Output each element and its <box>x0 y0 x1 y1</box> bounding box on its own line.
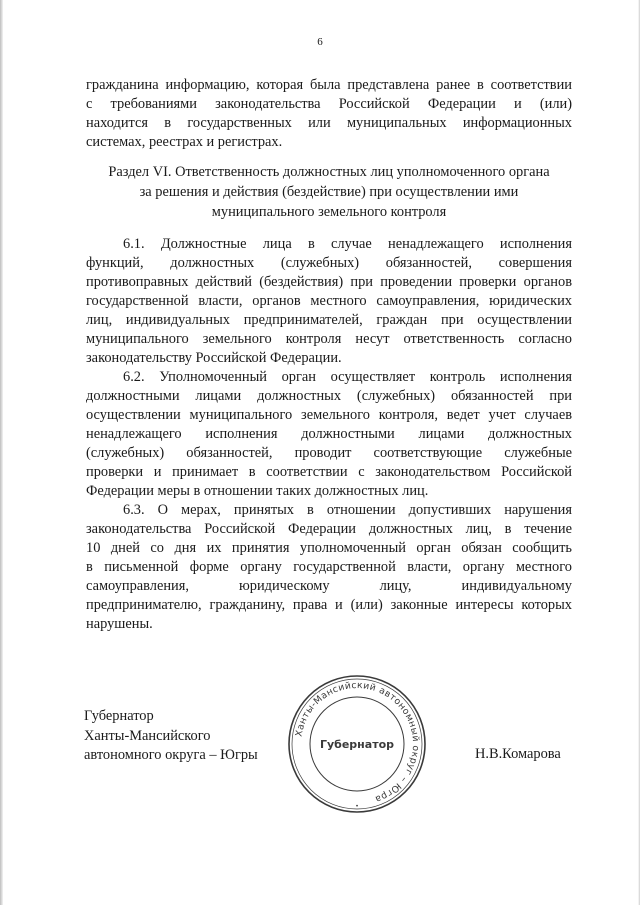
text-line: гражданина информацию, которая была представлена ранее в соответствии <box>86 77 572 93</box>
signatory-title-line: Губернатор <box>84 708 154 724</box>
paragraph-6-2 <box>86 368 572 501</box>
text-line: системах, реестрах и регистрах. <box>86 134 283 150</box>
text-line: ненадлежащего исполнения должностными лицами должностных <box>86 426 572 442</box>
paragraph-6-1 <box>86 235 572 368</box>
text-line: законодательству Российской Федерации. <box>86 350 342 366</box>
text-line: в письменной форме органу государственной власти, органу местного <box>86 559 572 575</box>
text-line: муниципального земельного контроля несут ответственность согласно <box>86 331 572 347</box>
seal-center-text: Губернатор <box>319 738 395 751</box>
continuation-paragraph <box>86 76 572 152</box>
text-line: должностными лицами должностных (служебных) обязанностей при <box>86 388 572 404</box>
heading-line: Раздел VI. Ответственность должностных лиц уполномоченного органа <box>108 164 550 180</box>
text-line: самоуправления, юридическому лицу, индивидуальному <box>86 578 572 594</box>
text-line: осуществлении муниципального земельного контроля, ведет учет случаев <box>86 407 572 423</box>
text-line: проверки и принимает в соответствии с законодательством Российской <box>86 464 572 480</box>
signatory-title <box>84 707 258 766</box>
text-line: лиц, индивидуальных предпринимателей, граждан при осуществлении <box>86 312 572 328</box>
page-number: 6 <box>317 36 323 48</box>
official-seal <box>284 671 430 817</box>
scan-edge-left <box>0 0 3 905</box>
heading-line: муниципального земельного контроля <box>211 204 447 220</box>
text-line: находится в государственных или муниципальных информационных <box>86 115 572 131</box>
seal-star-icon: • <box>355 803 359 810</box>
text-line: предпринимателю, гражданину, права и (или) законные интересы которых <box>86 597 572 613</box>
text-line: 6.2. Уполномоченный орган осуществляет контроль исполнения <box>123 369 572 385</box>
text-line: нарушены. <box>86 616 153 632</box>
signatory-title-line: Ханты-Мансийского <box>84 727 211 744</box>
text-line: государственной власти, органов местного самоуправления, юридических <box>86 293 572 309</box>
text-line: Федерации меры в отношении таких должностных лиц. <box>86 483 429 499</box>
signatory-title-line: автономного округа – Югры <box>84 747 258 763</box>
text-line: с требованиями законодательства Российской Федерации и (или) <box>86 96 572 112</box>
body-paragraphs <box>86 235 572 634</box>
text-line: 6.1. Должностные лица в случае ненадлежащего исполнения <box>123 236 572 252</box>
text-line: противоправных действий (бездействия) при проведении проверки органов <box>86 274 572 290</box>
section-heading <box>86 162 572 222</box>
text-line: 10 дней со дня их принятия уполномоченный орган обязан сообщить <box>86 540 572 556</box>
heading-line: за решения и действия (бездействие) при осуществлении ими <box>139 184 519 200</box>
text-line: 6.3. О мерах, принятых в отношении допустивших нарушения <box>123 502 572 518</box>
signatory-name: Н.В.Комарова <box>475 746 561 762</box>
seal-ring-textpath: Ханты-Мансийский автономный округ – Югра <box>293 679 422 805</box>
text-line: функций, должностных (служебных) обязанностей, совершения <box>86 255 572 271</box>
text-line: законодательства Российской Федерации должностных лиц, в течение <box>86 521 572 537</box>
paragraph-6-3 <box>86 501 572 634</box>
text-line: (служебных) обязанностей, проводит соответствующие служебные <box>86 445 572 461</box>
